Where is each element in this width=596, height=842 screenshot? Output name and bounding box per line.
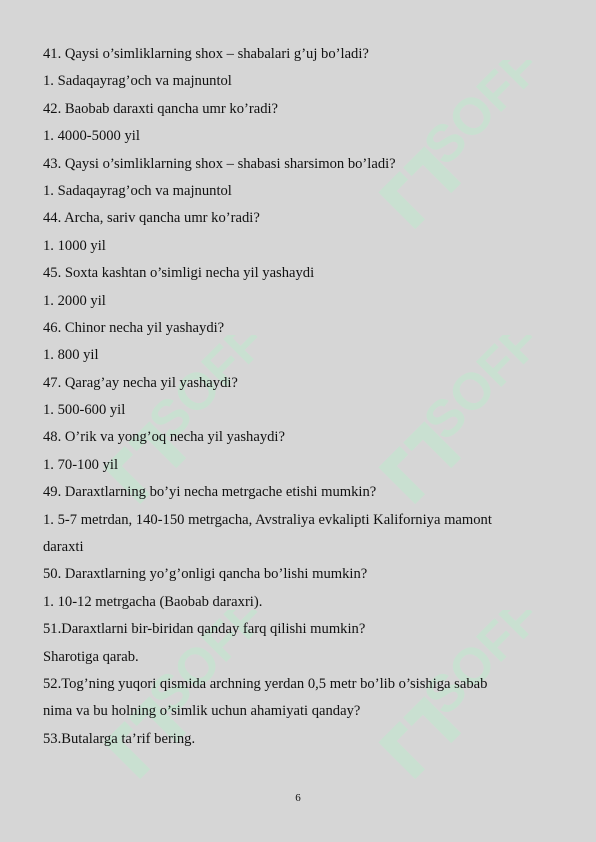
question-50: 50. Daraxtlarning yo’g’onligi qancha bo’lishi mumkin? bbox=[43, 566, 368, 583]
question-49: 49. Daraxtlarning bo’yi necha metrgache etishi mumkin? bbox=[43, 484, 377, 501]
answer-44: 1. 1000 yil bbox=[43, 237, 106, 254]
question-51: 51.Daraxtlarni bir-biridan qanday farq qilishi mumkin? bbox=[43, 621, 366, 638]
question-48: 48. O’rik va yong’oq necha yil yashaydi? bbox=[43, 429, 285, 446]
svg-text:SOFF: SOFF bbox=[138, 335, 260, 452]
answer-43: 1. Sadaqayrag’och va majnuntol bbox=[43, 182, 232, 199]
answer-50: 1. 10-12 metrgacha (Baobab daraxri). bbox=[43, 593, 263, 610]
question-52: 52.Tog’ning yuqori qismida archning yerdan 0,5 metr bo’lib o’sishiga sabab bbox=[43, 675, 488, 692]
svg-text:SOFF: SOFF bbox=[138, 610, 260, 727]
question-44: 44. Archa, sariv qancha umr ko’radi? bbox=[43, 210, 260, 227]
question-43: 43. Qaysi o’simliklarning shox – shabasi sharsimon bo’ladi? bbox=[43, 155, 396, 172]
question-42: 42. Baobab daraxti qancha umr ko’radi? bbox=[43, 100, 279, 117]
question-41: 41. Qaysi o’simliklarning shox – shabalari g’uj bo’ladi? bbox=[43, 46, 369, 62]
answer-41: 1. Sadaqayrag’och va majnuntol bbox=[43, 73, 232, 90]
answer-49-continued: daraxti bbox=[43, 539, 84, 556]
answer-47: 1. 500-600 yil bbox=[43, 402, 126, 419]
answer-45: 1. 2000 yil bbox=[43, 292, 106, 309]
question-47: 47. Qarag’ay necha yil yashaydi? bbox=[43, 374, 238, 391]
question-52-continued: nima va bu holning o’simlik uchun ahamiyati qanday? bbox=[43, 703, 361, 720]
document-body bbox=[43, 41, 555, 753]
question-45: 45. Soxta kashtan o’simligi necha yil yashaydi bbox=[43, 265, 315, 282]
svg-text:SOFF: SOFF bbox=[413, 335, 535, 452]
page-number: 6 bbox=[295, 792, 301, 804]
answer-48: 1. 70-100 yil bbox=[43, 456, 118, 473]
question-46: 46. Chinor necha yil yashaydi? bbox=[43, 319, 225, 336]
svg-text:SOFF: SOFF bbox=[413, 610, 535, 727]
answer-49: 1. 5-7 metrdan, 140-150 metrgacha, Avstraliya evkalipti Kaliforniya mamont bbox=[43, 511, 492, 528]
svg-text:SOFF: SOFF bbox=[413, 60, 535, 177]
answer-46: 1. 800 yil bbox=[43, 347, 99, 364]
question-53: 53.Butalarga ta’rif bering. bbox=[43, 730, 196, 747]
answer-42: 1. 4000-5000 yil bbox=[43, 128, 140, 145]
answer-51: Sharotiga qarab. bbox=[43, 648, 139, 665]
